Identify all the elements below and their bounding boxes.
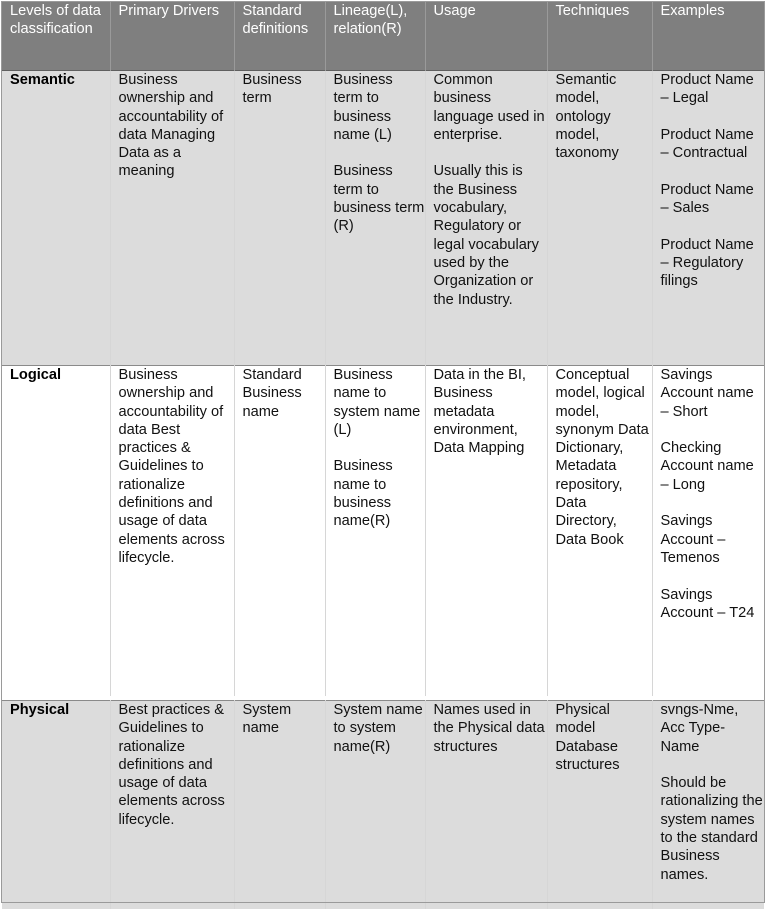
header-techniques: Techniques [547,2,652,71]
example-text: Savings Account – Temenos [661,512,765,567]
table-row-logical [2,366,764,697]
techniques-text: Conceptual model, logical model, synonym Data Dictionary, Metadata repository, Data Directory, Data Book [556,366,652,549]
cell-techniques [547,366,652,697]
example-text: svngs-Nme, Acc Type-Name [661,701,765,756]
lineage-text: Business term to business name (L) [334,71,425,144]
lineage-text: System name to system name(R) [334,701,425,756]
lineage-text: Business name to system name (L) [334,366,425,439]
table-row-physical [2,701,764,909]
header-row [2,2,764,71]
cell-definition [234,701,325,909]
example-text: Savings Account name – Short [661,366,765,421]
cell-techniques [547,71,652,366]
cell-drivers [110,701,234,909]
cell-examples [652,71,764,366]
cell-usage [425,701,547,909]
example-text: Should be rationalizing the system names to the standard Business names. [661,774,765,884]
definition-text: System name [243,701,325,738]
level-name: Logical [10,367,61,383]
cell-drivers [110,366,234,697]
usage-text: Names used in the Physical data structures [434,701,547,756]
cell-examples [652,366,764,697]
cell-definition [234,71,325,366]
usage-text: Common business language used in enterprise. [434,71,547,144]
cell-lineage [325,366,425,697]
lineage-text: Business term to business term (R) [334,162,425,235]
lineage-text: Business name to business name(R) [334,457,425,530]
cell-level [2,71,110,366]
data-classification-table [2,2,764,909]
cell-level [2,701,110,909]
level-name: Semantic [10,72,75,88]
cell-examples [652,701,764,909]
drivers-text: Business ownership and accountability of data Managing Data as a meaning [119,71,234,181]
example-text: Product Name – Contractual [661,126,765,163]
example-text: Savings Account – T24 [661,586,765,623]
header-lineage-relation: Lineage(L), relation(R) [325,2,425,71]
cell-usage [425,71,547,366]
header-standard-definitions: Standard definitions [234,2,325,71]
header-usage: Usage [425,2,547,71]
cell-level [2,366,110,697]
usage-text: Usually this is the Business vocabulary, Regulatory or legal vocabulary used by the Organization or the Industry. [434,162,547,308]
header-primary-drivers: Primary Drivers [110,2,234,71]
usage-text: Data in the BI, Business metadata environment, Data Mapping [434,366,547,457]
example-text: Checking Account name – Long [661,439,765,494]
cell-lineage [325,701,425,909]
cell-drivers [110,71,234,366]
table-row-semantic [2,71,764,366]
example-text: Product Name – Sales [661,181,765,218]
cell-definition [234,366,325,697]
header-examples: Examples [652,2,764,71]
level-name: Physical [10,702,69,718]
techniques-text: Semantic model, ontology model, taxonomy [556,71,652,162]
example-text: Product Name – Legal [661,71,765,108]
drivers-text: Business ownership and accountability of data Best practices & Guidelines to rationalize definitions and usage of data elements across lifecycle. [119,366,234,567]
drivers-text: Best practices & Guidelines to rationalize definitions and usage of data elements across lifecycle. [119,701,234,829]
header-levels: Levels of data classification [2,2,110,71]
definition-text: Business term [243,71,325,108]
techniques-text: Physical model Database structures [556,701,652,774]
definition-text: Standard Business name [243,366,325,421]
example-text: Product Name – Regulatory filings [661,236,765,291]
cell-techniques [547,701,652,909]
cell-lineage [325,71,425,366]
cell-usage [425,366,547,697]
